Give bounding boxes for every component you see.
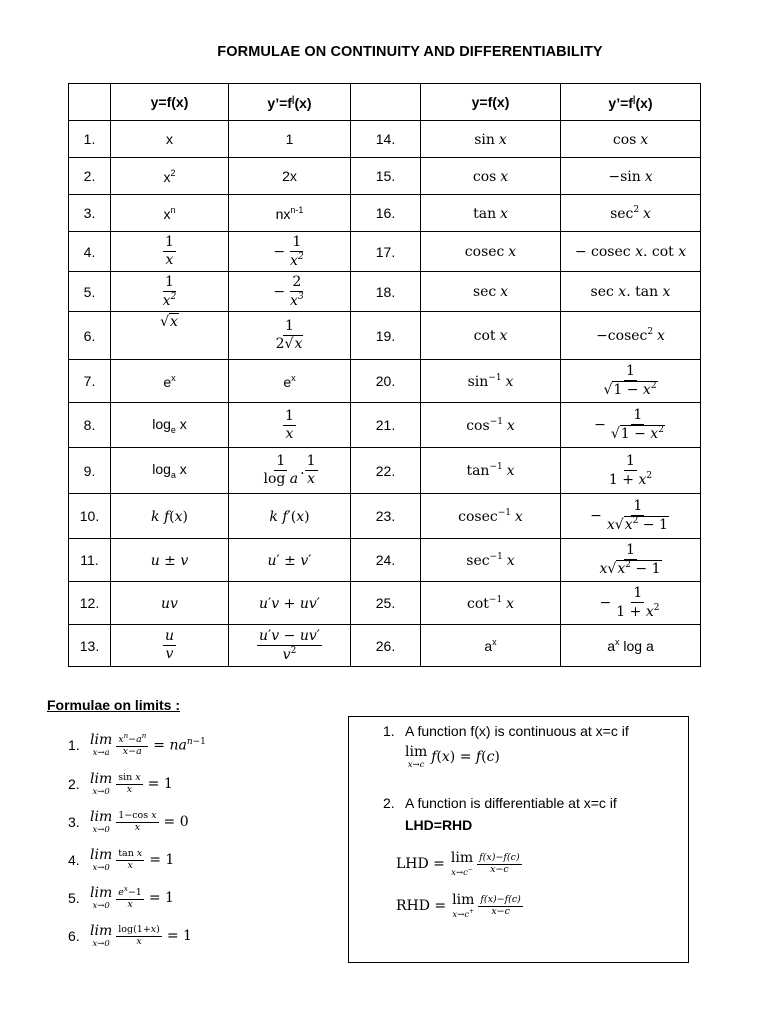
derivative-cell: sec x. tan x [561,272,701,312]
derivative-cell: − $\frac{1}{√1 - x^2}$ [561,403,701,448]
derivative-cell: $e^x$ [229,360,351,403]
function-cell: u ± v [111,539,229,582]
table-row [69,272,701,312]
function-cell: $\sec^{-1} x$ [421,539,561,582]
table-row [69,403,701,448]
page-title: FORMULAE ON CONTINUITY AND DIFFERENTIABILITY [217,44,603,60]
limit-formula-2: 2. lim x→0 $\frac{\text{sin x}}{x}$ = 1 [68,771,173,797]
lhd-formula: LHD = lim x→c− $\frac{f(x)-f(c)}{x-c}$ [396,850,520,878]
row-number: 18. [351,272,421,312]
row-number: 15. [351,158,421,195]
function-cell: sec x [421,272,561,312]
limits-heading: Formulae on limits : [47,697,181,713]
derivative-cell: − $\frac{1}{x√x^2 - 1}$ [561,494,701,539]
function-cell: cos x [421,158,561,195]
table-row [69,494,701,539]
derivative-cell: $\frac{1}{√1 - x^2}$ [561,360,701,403]
derivative-cell: $\frac{1}{x}$ [229,403,351,448]
function-cell: $\tan^{-1} x$ [421,448,561,494]
derivative-cell: $\frac{1}{\text{log a}}$ . $\frac{1}{x}$ [229,448,351,494]
function-cell: cosec$^{-1}$ x [421,494,561,539]
limit-number: 5. [68,890,80,907]
row-number: 6. [69,312,111,360]
function-cell: √x [111,312,229,360]
row-number: 26. [351,625,421,667]
table-row [69,360,701,403]
limit-number: 6. [68,928,80,945]
table-row [69,158,701,195]
derivative-cell: cos x [561,121,701,158]
table-row [69,448,701,494]
table-row [69,625,701,667]
derivative-cell: $\frac{1}{1 + x^2}$ [561,448,701,494]
derivative-cell: −cosec$^2$ x [561,312,701,360]
derivative-cell: $\frac{1}{2√x}$ [229,312,351,360]
table-row [69,195,701,232]
row-number: 19. [351,312,421,360]
function-cell: $\sin^{-1} x$ [421,360,561,403]
table-row [69,232,701,272]
row-number: 16. [351,195,421,232]
table-row [69,312,701,360]
derivative-cell: − $\frac{2}{x^3}$ [229,272,351,312]
limit-number: 3. [68,814,80,831]
row-number: 9. [69,448,111,494]
table-header-row [69,84,701,121]
derivatives-table [68,83,701,667]
function-cell: $\log_a x$ [111,448,229,494]
table-row [69,582,701,625]
derivative-cell: 2x [229,158,351,195]
continuity-definition: A function f(x) is continuous at x=c if [405,723,629,739]
rhd-formula: RHD = lim x→c+ $\frac{f(x)-f(c)}{x-c}$ [396,892,521,920]
header-function: y=f(x) [421,84,561,121]
limit-number: 4. [68,852,80,869]
limit-formula-1: 1. lim x→a $\frac{x^n-a^n}{x-a}$ = $na^{n-1}$ [68,732,206,758]
row-number: 10. [69,494,111,539]
derivative-cell: u′v + uv′ [229,582,351,625]
derivative-cell: $a^x$ log a [561,625,701,667]
header-blank [351,84,421,121]
row-number: 1. [69,121,111,158]
function-cell: $\frac{1}{x}$ [111,232,229,272]
row-number: 2. [69,158,111,195]
differentiability-definition: A function is differentiable at x=c if [405,795,617,811]
point-1-number: 1. [383,723,395,739]
derivative-cell: $\frac{1}{x√x^2 - 1}$ [561,539,701,582]
limit-number: 1. [68,737,80,754]
function-cell: $e^x$ [111,360,229,403]
limit-formula-4: 4. lim x→0 $\frac{\text{tan x}}{x}$ = 1 [68,847,175,873]
row-number: 21. [351,403,421,448]
limit-formula-6: 6. lim x→0 $\frac{\log(1+x)}{x}$ = 1 [68,923,192,949]
function-cell: $x^n$ [111,195,229,232]
point-2-number: 2. [383,795,395,811]
derivative-cell: k f′(x) [229,494,351,539]
table-row [69,539,701,582]
function-cell: x [111,121,229,158]
header-function: y=f(x) [111,84,229,121]
row-number: 11. [69,539,111,582]
row-number: 20. [351,360,421,403]
row-number: 22. [351,448,421,494]
function-cell: $\log_e x$ [111,403,229,448]
limit-number: 2. [68,776,80,793]
header-derivative: y’=f|(x) [561,84,701,121]
function-cell: $\frac{u}{v}$ [111,625,229,667]
function-cell: tan x [421,195,561,232]
function-cell: cot x [421,312,561,360]
row-number: 17. [351,232,421,272]
lhd-rhd-condition: LHD=RHD [405,817,473,833]
row-number: 5. [69,272,111,312]
row-number: 8. [69,403,111,448]
derivative-cell: 1 [229,121,351,158]
derivative-cell: −sin x [561,158,701,195]
derivative-cell: $nx^{n-1}$ [229,195,351,232]
header-blank [69,84,111,121]
derivative-cell: − cosec x. cot x [561,232,701,272]
row-number: 12. [69,582,111,625]
function-cell: $a^x$ [421,625,561,667]
row-number: 4. [69,232,111,272]
function-cell: k f(x) [111,494,229,539]
row-number: 14. [351,121,421,158]
function-cell: $\cot^{-1} x$ [421,582,561,625]
row-number: 3. [69,195,111,232]
header-derivative: y’=f|(x) [229,84,351,121]
derivative-cell: − $\frac{1}{x^2}$ [229,232,351,272]
derivative-cell: u′ ± v′ [229,539,351,582]
derivative-cell: $\sec^2 x$ [561,195,701,232]
table-row [69,121,701,158]
function-cell: sin x [421,121,561,158]
row-number: 7. [69,360,111,403]
function-cell: $\frac{1}{x^2}$ [111,272,229,312]
row-number: 24. [351,539,421,582]
function-cell: $\cos^{-1} x$ [421,403,561,448]
derivative-cell: − $\frac{1}{1 + x^2}$ [561,582,701,625]
continuity-equation: lim x→c f ( x ) = f ( c ) [405,744,500,770]
row-number: 23. [351,494,421,539]
function-cell: cosec x [421,232,561,272]
continuity-box [348,716,689,963]
limit-formula-3: 3. lim x→0 $\frac{\text{1−cos x}}{x}$ = 0 [68,809,189,835]
row-number: 13. [69,625,111,667]
limit-formula-5: 5. lim x→0 $\frac{e^x-1}{x}$ = 1 [68,885,174,911]
row-number: 25. [351,582,421,625]
function-cell: $x^2$ [111,158,229,195]
function-cell: uv [111,582,229,625]
derivative-cell: $\frac{u'v - uv'}{v^2}$ [229,625,351,667]
